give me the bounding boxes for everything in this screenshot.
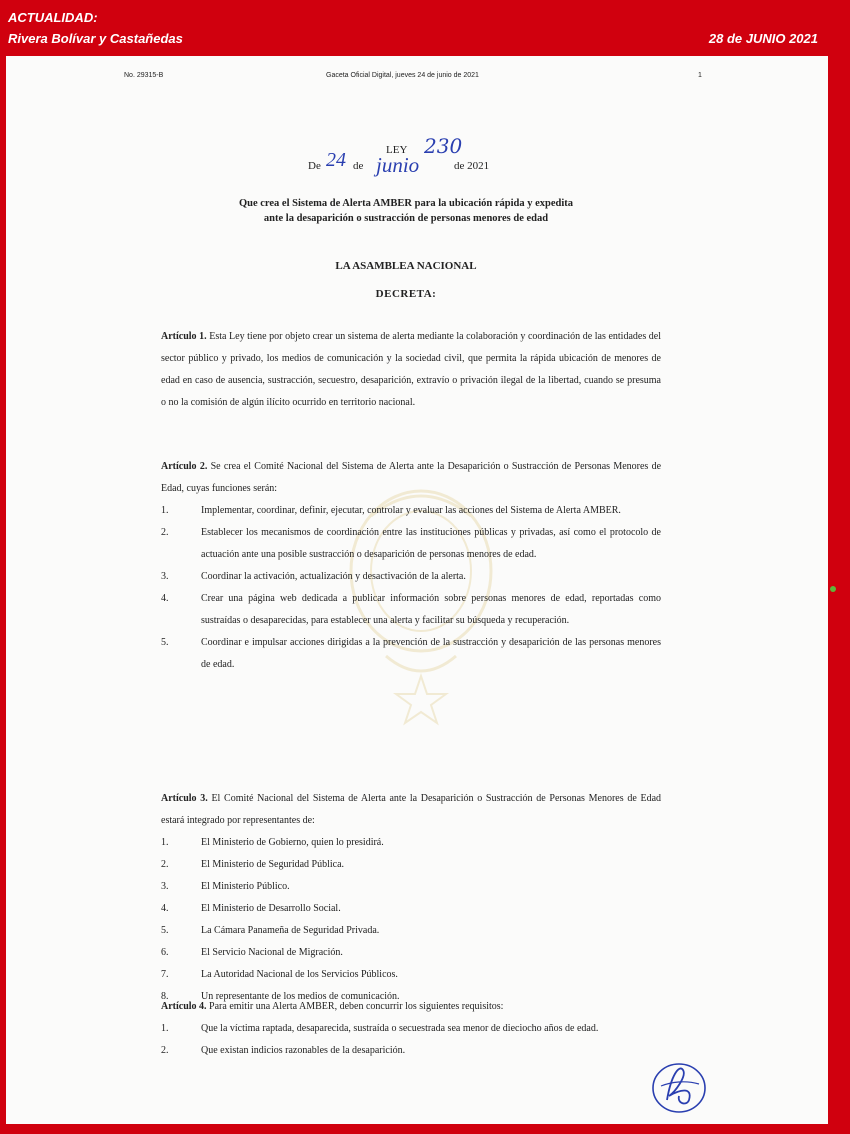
banner-subtitle: Rivera Bolívar y Castañedas: [8, 31, 183, 46]
article-label: Artículo 1.: [161, 331, 207, 342]
law-number-handwritten: 230: [424, 134, 463, 158]
list-number: 1.: [161, 505, 169, 516]
list-item: [161, 854, 661, 876]
list-text: El Ministerio Público.: [201, 881, 290, 892]
list-item: [161, 522, 661, 566]
list-number: 5.: [161, 637, 169, 648]
list-item: [161, 898, 661, 920]
list-text: Un representante de los medios de comunicación.: [201, 991, 400, 1002]
law-day-handwritten: 24: [326, 149, 346, 171]
list-text: Coordinar la activación, actualización y desactivación de la alerta.: [201, 571, 466, 582]
article-paragraph: [161, 996, 661, 1018]
list-text: Coordinar e impulsar acciones dirigidas a la prevención de la sustracción y desaparición de las personas menores de edad.: [201, 637, 661, 670]
bottom-border: [0, 1124, 850, 1134]
list-text: El Ministerio de Desarrollo Social.: [201, 903, 341, 914]
page-number: 1: [698, 72, 702, 79]
list-number: 7.: [161, 969, 169, 980]
list-item: [161, 942, 661, 964]
gazette-title: Gaceta Oficial Digital, jueves 24 de junio de 2021: [326, 72, 479, 79]
list-number: 3.: [161, 881, 169, 892]
list-number: 5.: [161, 925, 169, 936]
list-number: 1.: [161, 837, 169, 848]
article-text: El Comité Nacional del Sistema de Alerta ante la Desaparición o Sustracción de Personas Menores de Edad estará integrado por representantes de:: [161, 793, 662, 826]
law-title-line: ante la desaparición o sustracción de personas menores de edad: [263, 213, 549, 224]
list-text: El Ministerio de Gobierno, quien lo presidirá.: [201, 837, 384, 848]
list-number: 4.: [161, 593, 169, 604]
list-text: El Ministerio de Seguridad Pública.: [201, 859, 345, 870]
list-number: 3.: [161, 571, 169, 582]
list-number: 6.: [161, 947, 169, 958]
list-item: [161, 832, 661, 854]
law-label: LEY: [386, 144, 408, 156]
decree-heading: DECRETA:: [375, 288, 437, 300]
news-banner: [0, 0, 850, 56]
article-label: Artículo 4.: [161, 1001, 207, 1012]
assembly-heading: LA ASAMBLEA NACIONAL: [335, 260, 477, 272]
list-item: [161, 588, 661, 632]
law-month-handwritten: junio: [376, 153, 420, 177]
list-item: [161, 920, 661, 942]
article-4: [161, 996, 661, 1062]
list-item: [161, 876, 661, 898]
article-label: Artículo 2.: [161, 461, 208, 472]
list-item: [161, 566, 661, 588]
list-item: [161, 632, 661, 676]
list-item: [161, 500, 661, 522]
gazette-number: No. 29315-B: [124, 72, 164, 79]
article-paragraph: [161, 788, 661, 832]
article-text: Esta Ley tiene por objeto crear un sistema de alerta mediante la colaboración y coordinación de las entidades del sector público y privado, los medios de comunicación y la sociedad civil, que permita la rápida ubicación de menores de edad en caso de ausencia, sustracción, secuestro, desaparición, extravío o privación ilegal de la libertad, cuando se presuma o no la comisión de algún ilícito ocurrido en territorio nacional.: [161, 331, 662, 408]
banner-date: 28 de JUNIO 2021: [708, 31, 818, 46]
banner-section: ACTUALIDAD:: [8, 10, 98, 25]
article-list: [161, 500, 661, 676]
law-title: [156, 196, 656, 226]
list-text: Implementar, coordinar, definir, ejecutar, controlar y evaluar las acciones del Sistema de Alerta AMBER.: [201, 505, 621, 516]
list-text: La Cámara Panameña de Seguridad Privada.: [201, 925, 380, 936]
article-list: [161, 1018, 661, 1062]
law-year: de 2021: [454, 160, 490, 172]
list-number: 4.: [161, 903, 169, 914]
list-item: [161, 1018, 661, 1040]
law-date-prefix: De: [308, 160, 321, 172]
list-item: [161, 964, 661, 986]
list-number: 1.: [161, 1023, 169, 1034]
article-2: [161, 456, 661, 676]
list-number: 2.: [161, 527, 169, 538]
article-label: Artículo 3.: [161, 793, 208, 804]
list-text: Que existan indicios razonables de la desaparición.: [201, 1045, 406, 1056]
article-3: [161, 788, 661, 1008]
article-text: Para emitir una Alerta AMBER, deben concurrir los siguientes requisitos:: [209, 1001, 504, 1012]
handwritten-signature-icon: [649, 1056, 709, 1116]
document-page: [6, 56, 828, 1124]
list-number: 2.: [161, 1045, 169, 1056]
list-text: La Autoridad Nacional de los Servicios Públicos.: [201, 969, 398, 980]
article-paragraph: [161, 326, 661, 414]
list-text: Que la víctima raptada, desaparecida, sustraída o secuestrada sea menor de dieciocho años de edad.: [201, 1023, 599, 1034]
law-date-connector: de: [353, 160, 364, 172]
article-paragraph: [161, 456, 661, 500]
list-text: El Servicio Nacional de Migración.: [201, 947, 343, 958]
law-title-line: Que crea el Sistema de Alerta AMBER para la ubicación rápida y expedita: [238, 198, 574, 209]
list-text: Crear una página web dedicada a publicar información sobre personas menores de edad, reportadas como sustraídas o desaparecidas, para establecer una alerta y facilitar su búsqueda y recuperación.: [201, 593, 661, 626]
article-list: [161, 832, 661, 1008]
list-text: Establecer los mecanismos de coordinación entre las instituciones públicas y privadas, así como el protocolo de actuación ante una posible sustracción o desaparición de personas menores de edad.: [201, 527, 661, 560]
article-text: Se crea el Comité Nacional del Sistema de Alerta ante la Desaparición o Sustracción de Personas Menores de Edad, cuyas funciones serán:: [161, 461, 662, 494]
list-number: 2.: [161, 859, 169, 870]
list-number: 8.: [161, 991, 169, 1002]
status-dot-icon: [830, 586, 836, 592]
article-1: [161, 326, 661, 414]
list-item: [161, 1040, 661, 1062]
